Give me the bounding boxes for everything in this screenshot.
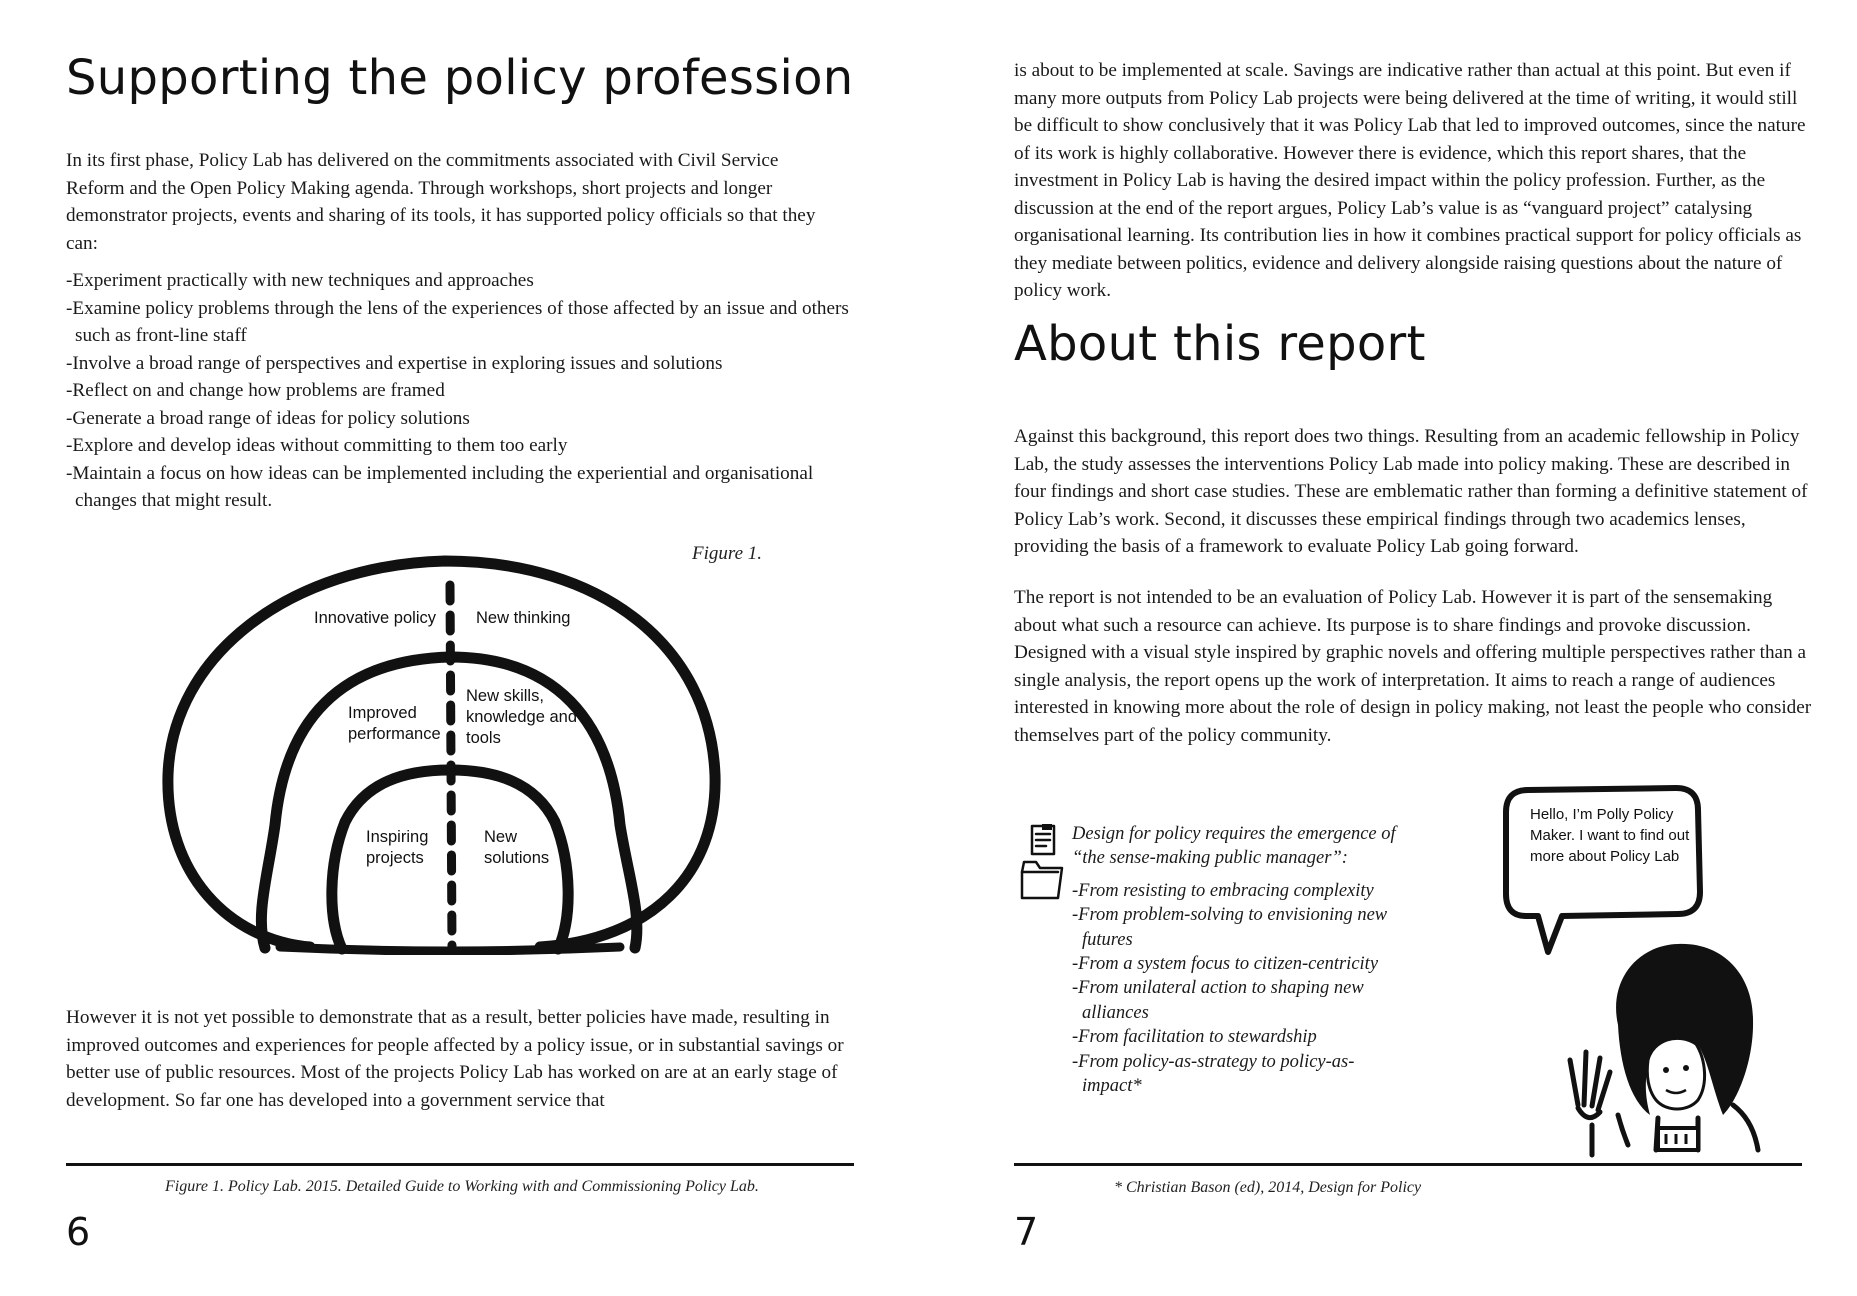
label-new-thinking: New thinking — [476, 609, 571, 627]
left-bullet-list — [66, 267, 866, 515]
label-inspiring: Inspiring — [366, 828, 429, 846]
label-improved: Improved — [348, 704, 417, 722]
list-item: -From problem-solving to envisioning new futures — [1072, 905, 1388, 950]
right-paragraph-2: The report is not intended to be an evaluation of Policy Lab. However it is part of the sensemaking about what such a resource can achieve. Its purpose is to share findings and provoke discussion. Designed with a visual style inspired by graphic novels and offering multiple perspectives rather than a single analysis, the report opens up the work of interpretation. It aims to reach a range of audiences interested in knowing more about the role of design in policy making, not least the people who consider themselves part of the policy community. — [1014, 587, 1812, 746]
list-item: -From policy-as-strategy to policy-as-impact* — [1072, 1051, 1355, 1097]
label-new-skills: New skills, — [466, 687, 544, 705]
label-knowledge-and: knowledge and — [466, 708, 578, 726]
list-item: -Reflect on and change how problems are framed — [66, 380, 445, 401]
label-projects: projects — [366, 849, 424, 867]
character-face — [1647, 1038, 1704, 1109]
right-page-title: About this report — [1014, 316, 1426, 372]
list-item: -From resisting to embracing complexity — [1072, 880, 1374, 901]
list-item: -Explore and develop ideas without committing to them too early — [66, 435, 568, 456]
left-intro-paragraph: In its first phase, Policy Lab has delivered on the commitments associated with Civil Service Reform and the Open Policy Making agenda. Through workshops, short projects and longer demonstrator projects, events and sharing of its tools, it has supported policy officials so that they can: — [66, 150, 816, 254]
design-for-policy-quote — [1072, 822, 1412, 1098]
label-performance: performance — [348, 725, 441, 743]
label-innovative-policy: Innovative policy — [314, 609, 436, 627]
right-continuation-paragraph: is about to be implemented at scale. Savings are indicative rather than actual at this point. But even if many more outputs from Policy Lab projects were being delivered at the time of writing, it would still be difficult to show conclusively that it was Policy Lab that led to improved outcomes, since the nature of its work is highly collaborative. However there is evidence, which this report shares, that the investment in Policy Lab is having the desired impact within the policy profession. Further, as the discussion at the end of the report argues, Policy Lab’s value is as “vanguard project” catalysing organisational learning. Its contribution lies in how it combines practical support for policy officials as they mediate between politics, evidence and delivery alongside raising questions about the nature of policy work. — [1014, 60, 1806, 301]
list-item: -Maintain a focus on how ideas can be implemented including the experiential and organisational changes that might result. — [66, 462, 814, 511]
right-paragraph-1: Against this background, this report does two things. Resulting from an academic fellowship in Policy Lab, the study assesses the interventions Policy Lab made into policy making. These are described in four findings and short case studies. These are emblematic rather than forming a definitive statement of Policy Lab’s work. Second, it discusses these empirical findings through two academics lenses, providing the basis of a framework to evaluate Policy Lab going forward. — [1014, 426, 1808, 557]
label-tools: tools — [466, 729, 501, 747]
list-item: -Generate a broad range of ideas for policy solutions — [66, 407, 470, 429]
figure-caption: Figure 1. — [692, 543, 763, 564]
label-solutions: solutions — [484, 849, 550, 867]
left-closing-paragraph: However it is not yet possible to demonstrate that as a result, better policies have made, resulting in improved outcomes and experiences for people affected by a policy issue, or in substantial savings or better use of public resources. Most of the projects Policy Lab has worked on are at an early stage of development. So far one has developed into a government service that — [66, 1007, 844, 1111]
list-item: -From facilitation to stewardship — [1072, 1027, 1317, 1048]
list-item: -Involve a broad range of perspectives and expertise in exploring issues and solutions — [66, 352, 723, 374]
speech-bubble-text: Hello, I’m Polly Policy Maker. I want to find out more about Policy Lab — [1530, 806, 1690, 865]
list-item: -From a system focus to citizen-centricity — [1072, 954, 1379, 975]
character-badge — [1658, 1128, 1698, 1150]
right-footnote: * Christian Bason (ed), 2014, Design for Policy — [1114, 1179, 1422, 1196]
quote-list — [1072, 879, 1412, 1099]
list-item: -Experiment practically with new techniques and approaches — [66, 270, 534, 291]
character-raised-hand — [1570, 1052, 1610, 1118]
right-footer-rule — [1014, 1163, 1802, 1166]
quote-lead: Design for policy requires the emergence of “the sense-making public manager”: — [1072, 824, 1396, 869]
page-number-right: 7 — [1014, 1210, 1039, 1254]
left-page-title: Supporting the policy profession — [66, 50, 854, 106]
concentric-ellipses-diagram — [150, 545, 730, 955]
document-folder-icon — [1018, 822, 1066, 902]
list-item: -Examine policy problems through the lens of the experiences of those affected by an issue and others such as front-line staff — [66, 297, 849, 346]
label-new: New — [484, 828, 518, 846]
left-footer-rule — [66, 1163, 854, 1166]
list-item: -From unilateral action to shaping new alliances — [1072, 978, 1364, 1023]
polly-policy-maker-illustration — [1548, 940, 1798, 1165]
page-number-left: 6 — [66, 1210, 91, 1254]
left-footnote: Figure 1. Policy Lab. 2015. Detailed Guide to Working with and Commissioning Policy Lab. — [165, 1178, 759, 1195]
dashed-divider — [450, 585, 452, 948]
